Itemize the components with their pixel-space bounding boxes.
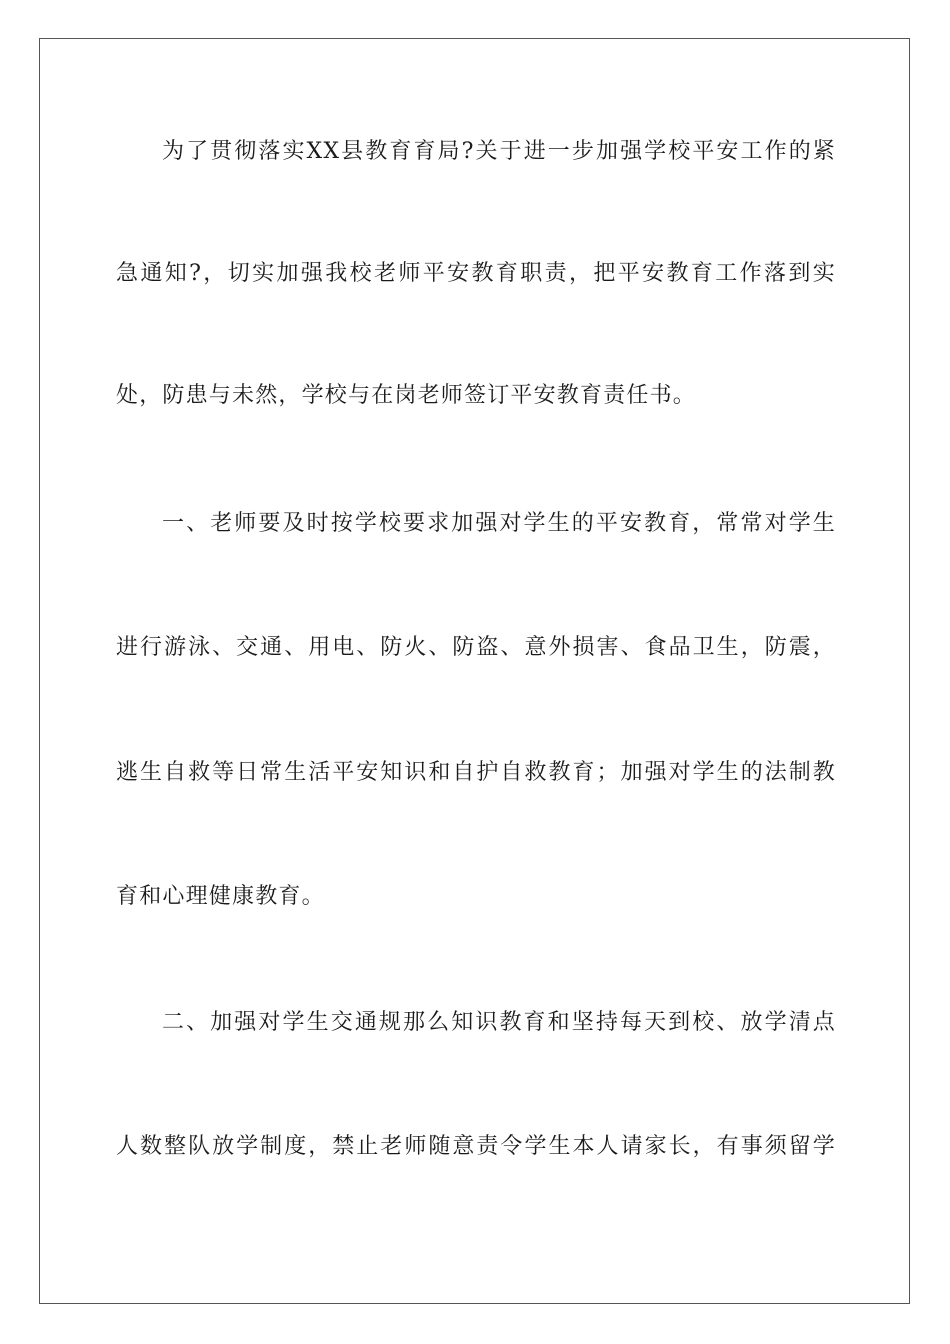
paragraph-2-line-2: 进行游泳、交通、用电、防火、防盗、意外损害、食品卫生，防震，: [116, 635, 836, 660]
paragraph-1-line-3: 处，防患与未然，学校与在岗老师签订平安教育责任书。: [116, 383, 697, 408]
paragraph-1-line-2: 急通知?，切实加强我校老师平安教育职责，把平安教育工作落到实: [116, 261, 836, 286]
paragraph-3-line-1: 二、加强对学生交通规那么知识教育和坚持每天到校、放学清点: [162, 1010, 836, 1035]
paragraph-1-line-1: 为了贯彻落实XX县教育育局?关于进一步加强学校平安工作的紧: [162, 139, 836, 164]
paragraph-2-line-3: 逃生自救等日常生活平安知识和自护自救教育；加强对学生的法制教: [116, 760, 836, 785]
paragraph-2-line-4: 育和心理健康教育。: [116, 884, 325, 909]
paragraph-2-line-1: 一、老师要及时按学校要求加强对学生的平安教育，常常对学生: [162, 511, 836, 536]
paragraph-3-line-2: 人数整队放学制度，禁止老师随意责令学生本人请家长，有事须留学: [116, 1134, 836, 1159]
page-frame: [39, 38, 910, 1304]
